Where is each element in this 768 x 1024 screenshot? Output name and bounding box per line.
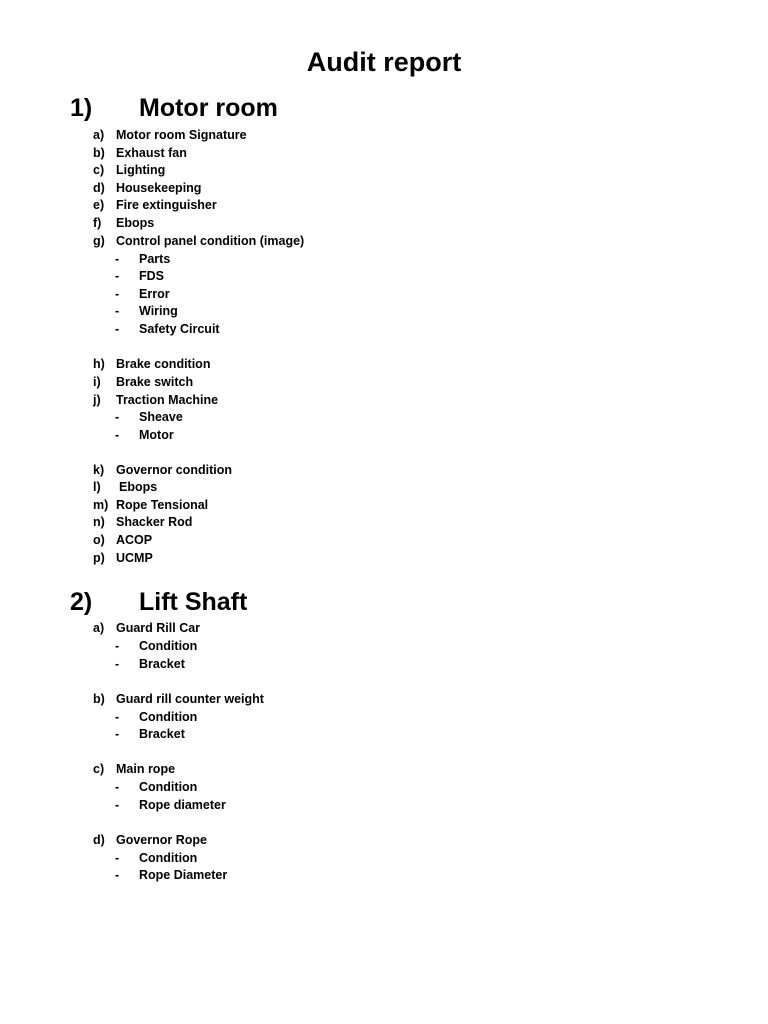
list-item-text: Lighting: [116, 163, 166, 177]
sub-list-dash: -: [115, 851, 120, 865]
list-marker: n): [93, 515, 105, 529]
sub-list-dash: -: [115, 428, 120, 442]
section-title: Lift Shaft: [139, 588, 248, 616]
list-marker: c): [93, 163, 105, 177]
list-item-text: Exhaust fan: [116, 146, 187, 160]
list-marker: l): [93, 480, 101, 494]
list-item-text: UCMP: [116, 551, 153, 565]
list-marker: d): [93, 833, 105, 847]
list-marker: g): [93, 234, 105, 248]
list-item-text: Housekeeping: [116, 181, 202, 195]
list-marker: h): [93, 357, 105, 371]
sub-list-dash: -: [115, 657, 120, 671]
sub-list-dash: -: [115, 269, 120, 283]
list-item-text: Rope Tensional: [116, 498, 209, 512]
list-marker: j): [93, 393, 101, 407]
list-item-text: Brake switch: [116, 375, 194, 389]
list-marker: e): [93, 198, 105, 212]
sub-list-item-text: Condition: [139, 851, 198, 865]
list-marker: a): [93, 128, 105, 142]
sub-list-dash: -: [115, 727, 120, 741]
list-marker: k): [93, 463, 105, 477]
sub-list-item-text: Motor: [139, 428, 174, 442]
sub-list-item-text: Rope Diameter: [139, 868, 228, 882]
sub-list-item-text: Sheave: [139, 410, 183, 424]
page-title: Audit report: [306, 47, 462, 77]
list-item-text: Control panel condition (image): [116, 234, 305, 248]
list-item-text: Motor room Signature: [116, 128, 247, 142]
list-marker: f): [93, 216, 102, 230]
sub-list-dash: -: [115, 287, 120, 301]
list-item-text: Ebops: [119, 480, 158, 494]
list-marker: c): [93, 762, 105, 776]
sub-list-item-text: Wiring: [139, 304, 178, 318]
sub-list-item-text: Condition: [139, 710, 198, 724]
sub-list-dash: -: [115, 410, 120, 424]
list-marker: m): [93, 498, 109, 512]
list-item-text: ACOP: [116, 533, 153, 547]
sub-list-item-text: FDS: [139, 269, 164, 283]
sub-list-item-text: Condition: [139, 780, 198, 794]
sub-list-dash: -: [115, 798, 120, 812]
list-item-text: Fire extinguisher: [116, 198, 217, 212]
section-title: Motor room: [139, 94, 278, 122]
list-marker: o): [93, 533, 105, 547]
list-item-text: Governor condition: [116, 463, 232, 477]
sub-list-dash: -: [115, 252, 120, 266]
list-marker: i): [93, 375, 101, 389]
sub-list-dash: -: [115, 868, 120, 882]
sub-list-item-text: Bracket: [139, 657, 185, 671]
list-marker: b): [93, 692, 105, 706]
list-item-text: Guard rill counter weight: [116, 692, 264, 706]
sub-list-dash: -: [115, 304, 120, 318]
list-item-text: Brake condition: [116, 357, 211, 371]
section-number: 1): [70, 94, 93, 122]
list-item-text: Governor Rope: [116, 833, 207, 847]
list-item-text: Main rope: [116, 762, 176, 776]
list-item-text: Traction Machine: [116, 393, 219, 407]
list-item-text: Guard Rill Car: [116, 621, 201, 635]
sub-list-dash: -: [115, 710, 120, 724]
list-item-text: Shacker Rod: [116, 515, 193, 529]
sub-list-item-text: Rope diameter: [139, 798, 226, 812]
sub-list-item-text: Bracket: [139, 727, 185, 741]
sub-list-dash: -: [115, 322, 120, 336]
sub-list-dash: -: [115, 639, 120, 653]
section-number: 2): [70, 588, 93, 616]
sub-list-item-text: Error: [139, 287, 170, 301]
list-marker: p): [93, 551, 105, 565]
sub-list-item-text: Condition: [139, 639, 198, 653]
list-marker: d): [93, 181, 105, 195]
sub-list-item-text: Safety Circuit: [139, 322, 220, 336]
sub-list-dash: -: [115, 780, 120, 794]
list-item-text: Ebops: [116, 216, 155, 230]
list-marker: b): [93, 146, 105, 160]
sub-list-item-text: Parts: [139, 252, 171, 266]
list-marker: a): [93, 621, 105, 635]
